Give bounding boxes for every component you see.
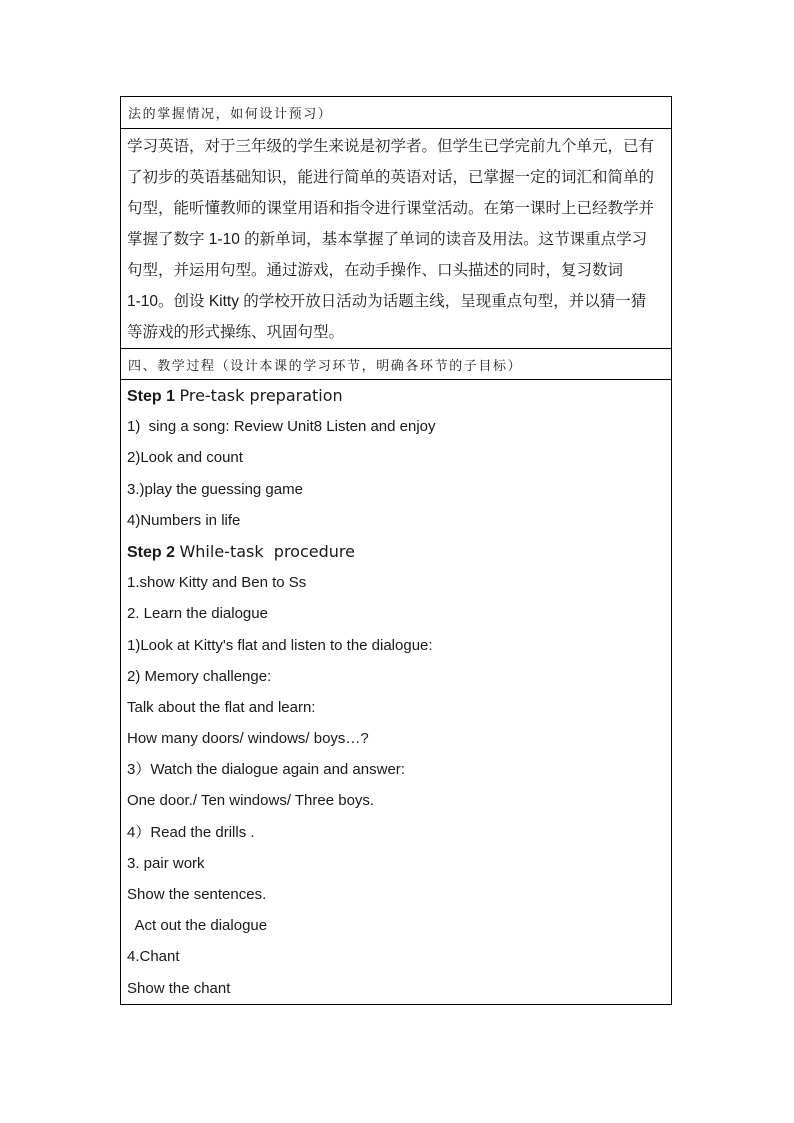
section-header-teaching-process	[121, 348, 671, 379]
list-item: 4）Read the drills .	[127, 823, 255, 841]
list-item: Talk about the flat and learn:	[127, 698, 316, 716]
paragraph-line: 学习英语，对于三年级的学生来说是初学者。但学生已学完前九个单元，已有	[127, 138, 655, 155]
list-item: 4.Chant	[127, 948, 180, 966]
list-item: 3）Watch the dialogue again and answer:	[127, 761, 405, 779]
step-label: Step 1	[127, 388, 176, 405]
student-analysis-paragraph	[121, 128, 671, 348]
step-2-heading	[127, 536, 665, 567]
step-1-heading	[127, 380, 665, 411]
teaching-process-cell	[121, 379, 671, 1004]
list-item: 1.show Kitty and Ben to Ss	[127, 574, 307, 592]
list-item: 1) sing a song: Review Unit8 Listen and enjoy	[127, 418, 436, 436]
list-item: One door./ Ten windows/ Three boys.	[127, 792, 375, 810]
list-item: Show the sentences.	[127, 886, 267, 903]
section-header-text: 法的掌握情况，如何设计预习）	[128, 107, 333, 122]
paragraph-line: 等游戏的形式操练、巩固句型。	[127, 324, 345, 341]
list-item: 2) Memory challenge:	[127, 667, 272, 685]
list-item: 2. Learn the dialogue	[127, 605, 268, 623]
section-header-preview	[121, 97, 671, 128]
step-title: Pre-task preparation	[179, 386, 343, 405]
list-item: 3.)play the guessing game	[127, 480, 303, 498]
list-item: 2)Look and count	[127, 449, 243, 467]
list-item: 3. pair work	[127, 854, 205, 872]
list-item: How many doors/ windows/ boys…?	[127, 730, 369, 748]
step-label: Step 2	[127, 543, 176, 561]
step-title: While-task procedure	[179, 541, 355, 561]
list-item: 4)Numbers in life	[127, 511, 241, 529]
list-item: Show the chant	[127, 979, 231, 997]
paragraph-line: 掌握了数字 1-10 的新单词，基本掌握了单词的读音及用法。这节课重点学习	[127, 231, 648, 248]
paragraph-line: 1-10。创设 Kitty 的学校开放日活动为话题主线，呈现重点句型，并以猜一猜	[127, 293, 647, 310]
paragraph-line: 句型，能听懂教师的课堂用语和指令进行课堂活动。在第一课时上已经教学并	[127, 200, 655, 217]
lesson-plan-table	[120, 96, 672, 1005]
paragraph-line: 句型，并运用句型。通过游戏，在动手操作、口头描述的同时，复习数词	[127, 262, 624, 279]
list-item: Act out the dialogue	[127, 917, 268, 935]
list-item: 1)Look at Kitty's flat and listen to the dialogue:	[127, 636, 433, 654]
section-header-text: 四、教学过程（设计本课的学习环节，明确各环节的子目标）	[128, 358, 523, 374]
paragraph-line: 了初步的英语基础知识，能进行简单的英语对话，已掌握一定的词汇和简单的	[127, 169, 655, 186]
